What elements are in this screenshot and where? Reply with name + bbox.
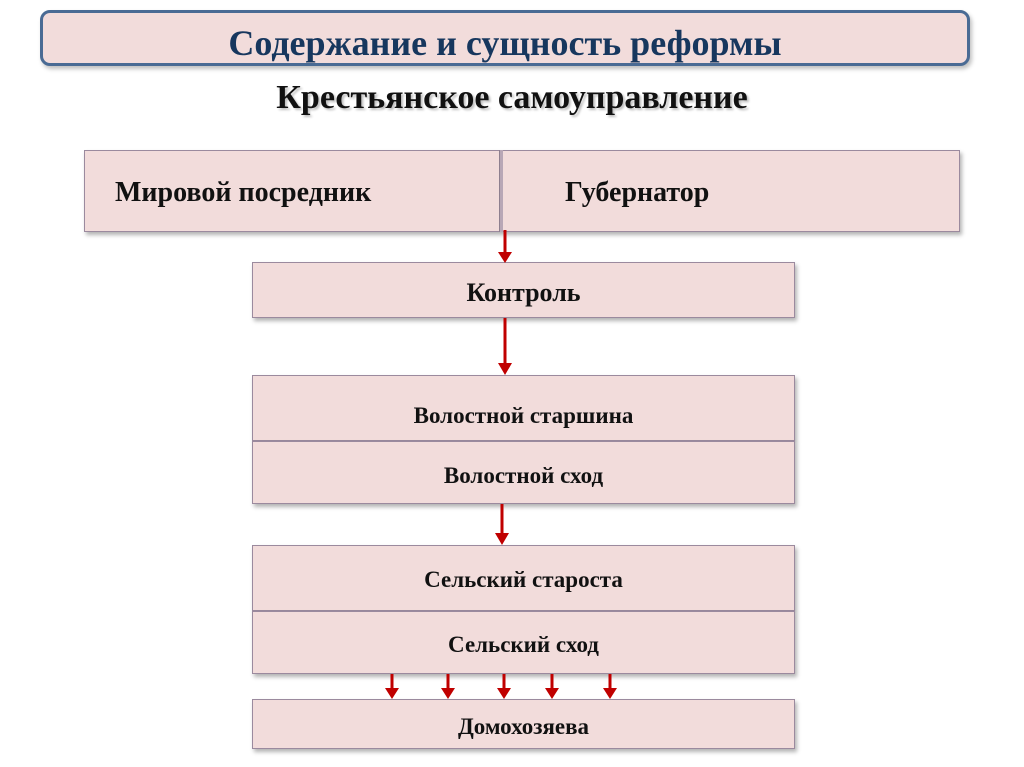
- top-row-divider: [499, 150, 503, 232]
- village-elder-box: [252, 545, 795, 611]
- village-assembly-label: Сельский сход: [448, 632, 599, 657]
- peace-mediator-label: Мировой посредник: [115, 177, 372, 208]
- village-elder-label: Сельский староста: [424, 567, 623, 592]
- volost-elder-label: Волостной старшина: [413, 403, 634, 428]
- households-box: [252, 699, 795, 749]
- arrow-village-to-households-2: [438, 674, 458, 700]
- households-label: Домохозяева: [457, 714, 590, 739]
- arrow-volost-to-village: [492, 504, 512, 546]
- arrow-village-to-households-4: [542, 674, 562, 700]
- arrow-top-to-control: [495, 230, 515, 264]
- title-banner: [40, 10, 970, 66]
- arrow-village-to-households-5: [600, 674, 620, 700]
- volost-assembly-box: [252, 441, 795, 504]
- governor-label: Губернатор: [565, 177, 710, 208]
- volost-elder-box: [252, 375, 795, 441]
- control-label: Контроль: [466, 278, 581, 307]
- village-assembly-box: [252, 611, 795, 674]
- arrow-village-to-households-1: [382, 674, 402, 700]
- arrow-control-to-volost: [495, 318, 515, 376]
- top-row-box: [84, 150, 960, 232]
- arrow-village-to-households-3: [494, 674, 514, 700]
- page-title: Содержание и сущность реформы: [228, 23, 782, 63]
- page-subtitle: Крестьянское самоуправление: [276, 79, 748, 116]
- volost-assembly-label: Волостной сход: [443, 463, 604, 488]
- control-box: [252, 262, 795, 318]
